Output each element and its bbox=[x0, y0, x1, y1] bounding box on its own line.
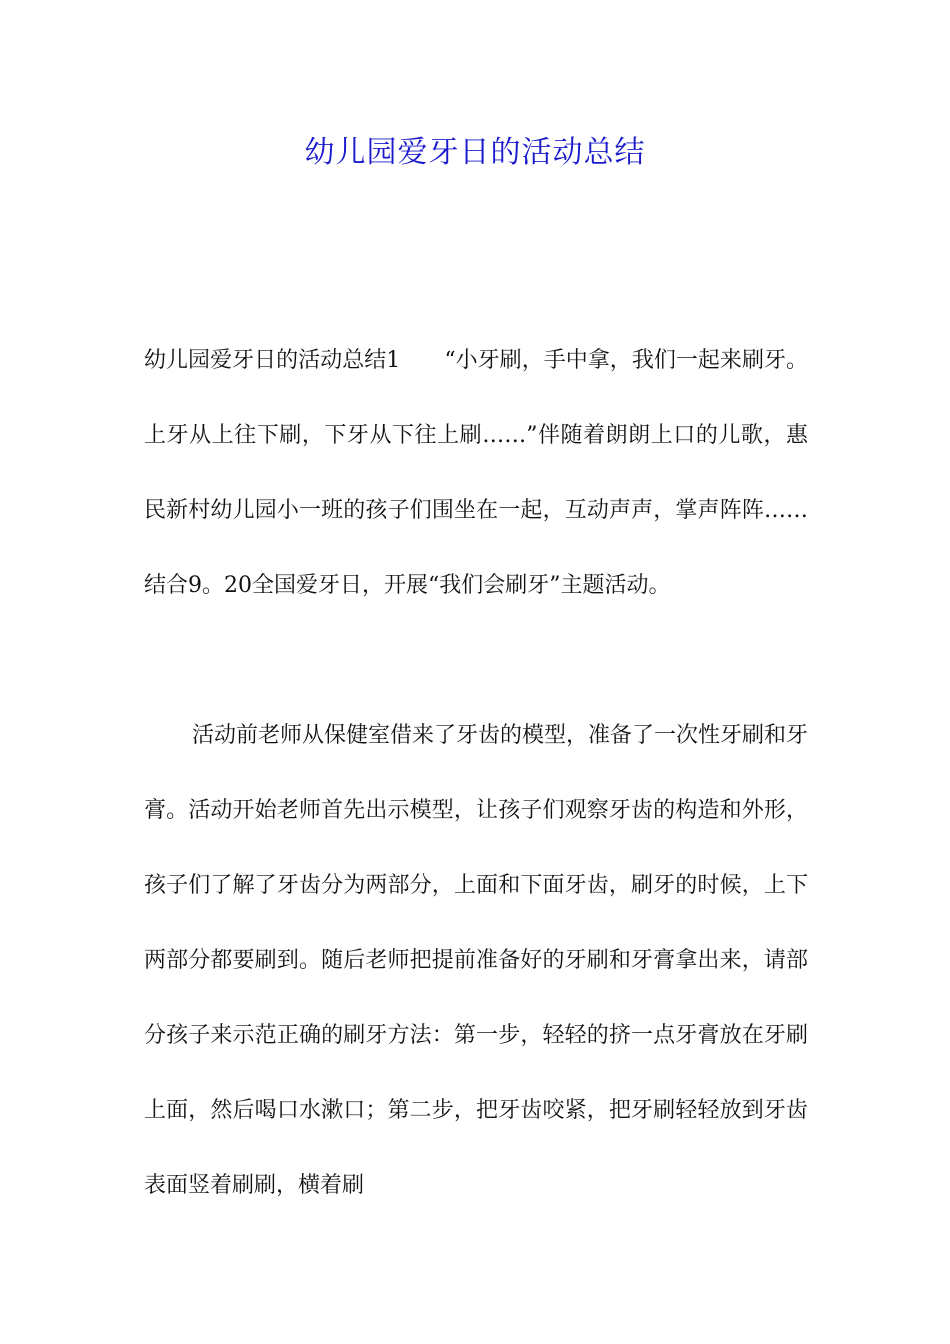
paragraph-1: 幼儿园爱牙日的活动总结1 “小牙刷，手中拿，我们一起来刷牙。上牙从上往下刷，下牙从下往上刷……”伴随着朗朗上口的儿歌，惠民新村幼儿园小一班的孩子们围坐在一起，互动声声，掌声阵阵……结合9。20全国爱牙日，开展“我们会刷牙”主题活动。 bbox=[144, 348, 808, 598]
document-title: 幼儿园爱牙日的活动总结 bbox=[304, 135, 646, 170]
paragraph-2: 活动前老师从保健室借来了牙齿的模型，准备了一次性牙刷和牙膏。活动开始老师首先出示模型，让孩子们观察牙齿的构造和外形，孩子们了解了牙齿分为两部分，上面和下面牙齿，刷牙的时候，上下两部分都要刷到。随后老师把提前准备好的牙刷和牙膏拿出来，请部分孩子来示范正确的刷牙方法：第一步，轻轻的挤一点牙膏放在牙刷上面，然后喝口水漱口；第二步，把牙齿咬紧，把牙刷轻轻放到牙齿表面竖着刷刷，横着刷 bbox=[144, 723, 809, 1198]
